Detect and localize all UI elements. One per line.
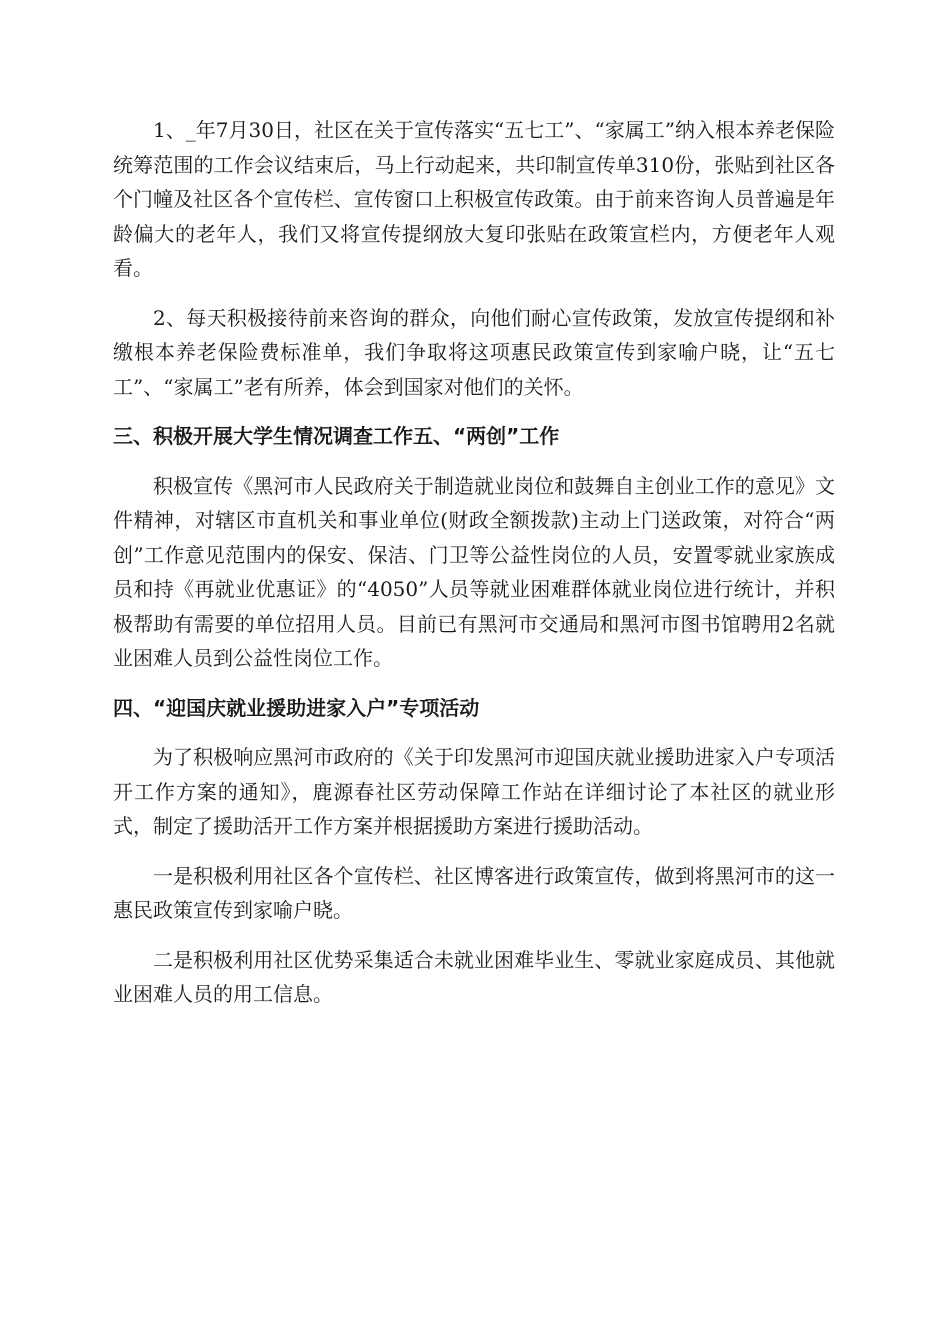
- paragraph-section-4-item-2: 二是积极利用社区优势采集适合未就业困难毕业生、零就业家庭成员、其他就业困难人员的用工信息。: [113, 947, 835, 1006]
- paragraph-item-2: 2、每天积极接待前来咨询的群众，向他们耐心宣传政策，发放宣传提纲和补缴根本养老保险费标准单，我们争取将这项惠民政策宣传到家喻户晓，让“五七工”、“家属工”老有所养，体会到国家对他们的关怀。: [113, 305, 835, 399]
- paragraph-section-4-intro: 为了积极响应黑河市政府的《关于印发黑河市迎国庆就业援助进家入户专项活开工作方案的通知》，鹿源春社区劳动保障工作站在详细讨论了本社区的就业形式，制定了援助活开工作方案并根据援助方案进行援助活动。: [113, 745, 835, 838]
- document-body: [113, 113, 835, 1027]
- paragraph-section-3: 积极宣传《黑河市人民政府关于制造就业岗位和鼓舞自主创业工作的意见》文件精神，对辖区市直机关和事业单位(财政全额拨款)主动上门送政策，对符合“两创”工作意见范围内的保安、保洁、门卫等公益性岗位的人员，安置零就业家族成员和持《再就业优惠证》的“4050”人员等就业困难群体就业岗位进行统计，并积极帮助有需要的单位招用人员。目前已有黑河市交通局和黑河市图书馆聘用2名就业困难人员到公益性岗位工作。: [113, 473, 835, 670]
- section-heading-4: 四、“迎国庆就业援助进家入户”专项活动: [113, 695, 480, 720]
- paragraph-section-4-item-1: 一是积极利用社区各个宣传栏、社区博客进行政策宣传，做到将黑河市的这一惠民政策宣传到家喻户晓。: [113, 863, 835, 922]
- section-heading-3: 三、积极开展大学生情况调查工作五、“两创”工作: [113, 424, 560, 448]
- paragraph-item-1: 1、_年7月30日，社区在关于宣传落实“五七工”、“家属工”纳入根本养老保险统筹范围的工作会议结束后，马上行动起来，共印制宣传单310份，张贴到社区各个门幢及社区各个宣传栏、宣传窗口上积极宣传政策。由于前来咨询人员普遍是年龄偏大的老年人，我们又将宣传提纲放大复印张贴在政策宣栏内，方便老年人观看。: [113, 118, 835, 280]
